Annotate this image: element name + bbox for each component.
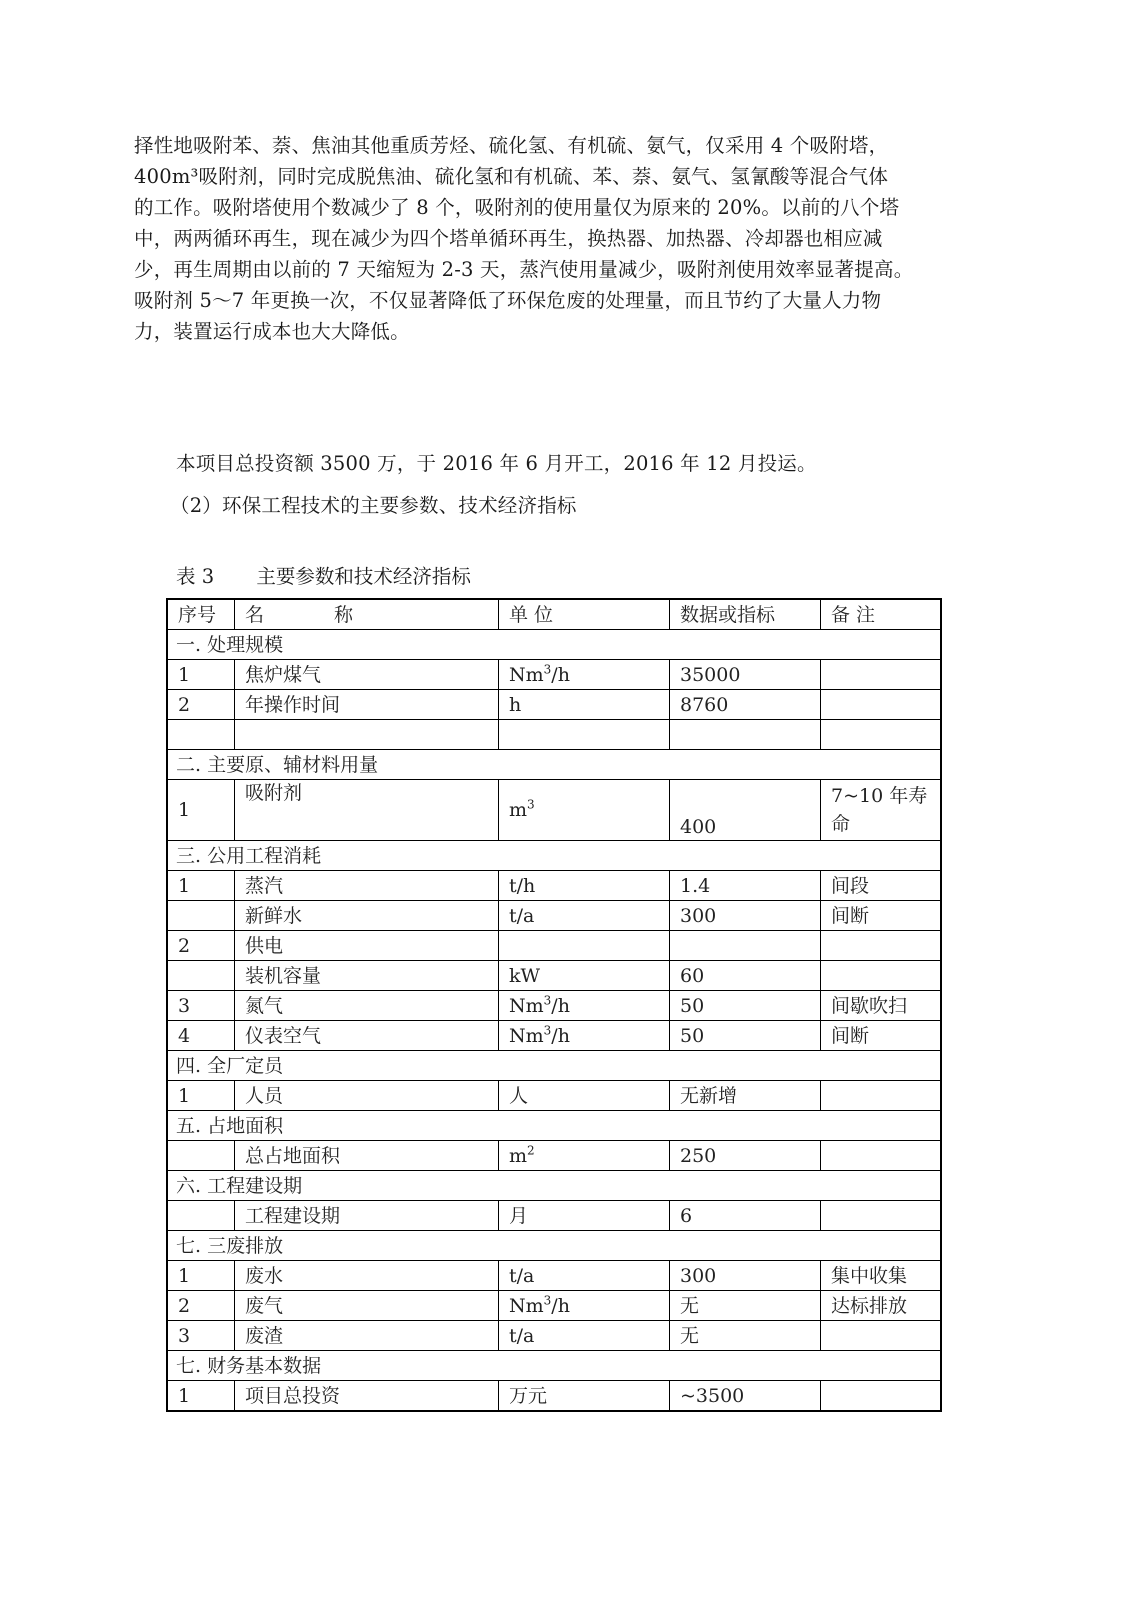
table-row xyxy=(167,780,941,841)
cell-name: 人员 xyxy=(235,1081,499,1111)
cell-name: 工程建设期 xyxy=(235,1201,499,1231)
cell-name xyxy=(235,720,499,750)
section-row xyxy=(167,1231,941,1261)
cell-note xyxy=(821,720,942,750)
cell-unit xyxy=(499,1261,670,1291)
cell-note xyxy=(821,1321,942,1351)
section-row xyxy=(167,1051,941,1081)
cell-value: 60 xyxy=(670,961,821,991)
unit-superscript: 3 xyxy=(527,797,535,812)
cell-name: 供电 xyxy=(235,931,499,961)
cell-name: 吸附剂 xyxy=(235,780,499,841)
unit-superscript: 2 xyxy=(527,1143,535,1158)
cell-note xyxy=(821,961,942,991)
cell-value: 无 xyxy=(670,1321,821,1351)
cell-name: 仪表空气 xyxy=(235,1021,499,1051)
table-row xyxy=(167,931,941,961)
cell-name: 新鲜水 xyxy=(235,901,499,931)
unit-base: t/h xyxy=(509,874,536,897)
cell-unit xyxy=(499,1201,670,1231)
unit-superscript: 3 xyxy=(543,662,552,677)
table-caption-title: 主要参数和技术经济指标 xyxy=(256,565,471,588)
table-header-row xyxy=(167,599,941,630)
unit-base: t/a xyxy=(509,1264,535,1287)
cell-note: 间断 xyxy=(821,1021,942,1051)
unit-superscript: 3 xyxy=(543,1023,552,1038)
text-line: 中，两两循环再生，现在减少为四个塔单循环再生，换热器、加热器、冷却器也相应减 xyxy=(134,227,883,250)
table-row xyxy=(167,901,941,931)
header-note: 备 注 xyxy=(821,599,942,630)
section-title: 五. 占地面积 xyxy=(167,1111,941,1141)
cell-note: 达标排放 xyxy=(821,1291,942,1321)
unit-base: t/a xyxy=(509,904,535,927)
table-row xyxy=(167,690,941,720)
cell-note: 7~10 年寿命 xyxy=(821,780,942,841)
unit-tail: /h xyxy=(551,663,570,686)
cell-value: ~3500 xyxy=(670,1381,821,1412)
cell-name: 装机容量 xyxy=(235,961,499,991)
cell-value xyxy=(670,931,821,961)
unit-base: Nm xyxy=(509,994,544,1017)
table-caption-number: 表 3 xyxy=(176,565,215,588)
table-row xyxy=(167,1201,941,1231)
section-row xyxy=(167,841,941,871)
cell-name: 废气 xyxy=(235,1291,499,1321)
table-row xyxy=(167,720,941,750)
cell-note xyxy=(821,1141,942,1171)
cell-value: 300 xyxy=(670,1261,821,1291)
header-name-b: 称 xyxy=(334,603,354,626)
cell-value: 8760 xyxy=(670,690,821,720)
cell-seq xyxy=(167,961,235,991)
cell-seq: 1 xyxy=(167,1381,235,1412)
unit-superscript: 3 xyxy=(543,1293,552,1308)
cell-unit xyxy=(499,901,670,931)
cell-unit xyxy=(499,1381,670,1412)
section-title: 一. 处理规模 xyxy=(167,630,941,660)
cell-name: 焦炉煤气 xyxy=(235,660,499,690)
cell-value xyxy=(670,720,821,750)
text-line: 吸附剂 5～7 年更换一次，不仅显著降低了环保危废的处理量，而且节约了大量人力物 xyxy=(134,289,882,312)
table-row xyxy=(167,660,941,690)
cell-seq: 2 xyxy=(167,690,235,720)
cell-value: 250 xyxy=(670,1141,821,1171)
cell-unit xyxy=(499,1321,670,1351)
unit-base: 月 xyxy=(509,1204,529,1227)
cell-seq: 2 xyxy=(167,931,235,961)
section-title: 二. 主要原、辅材料用量 xyxy=(167,750,941,780)
cell-unit xyxy=(499,1141,670,1171)
section-heading: （2）环保工程技术的主要参数、技术经济指标 xyxy=(170,494,577,517)
cell-seq: 1 xyxy=(167,1081,235,1111)
cell-seq: 3 xyxy=(167,991,235,1021)
cell-unit xyxy=(499,931,670,961)
cell-note xyxy=(821,660,942,690)
table-row xyxy=(167,1321,941,1351)
section-title: 六. 工程建设期 xyxy=(167,1171,941,1201)
cell-value: 6 xyxy=(670,1201,821,1231)
text-line: 少，再生周期由以前的 7 天缩短为 2-3 天，蒸汽使用量减少，吸附剂使用效率显著提高。 xyxy=(134,258,914,281)
cell-unit xyxy=(499,1081,670,1111)
header-name-a: 名 xyxy=(245,603,265,626)
cell-note xyxy=(821,931,942,961)
cell-seq: 2 xyxy=(167,1291,235,1321)
cell-value: 无新增 xyxy=(670,1081,821,1111)
cell-value: 1.4 xyxy=(670,871,821,901)
cell-name: 总占地面积 xyxy=(235,1141,499,1171)
section-row xyxy=(167,630,941,660)
unit-base: m xyxy=(509,799,528,821)
cell-note xyxy=(821,1381,942,1412)
cell-name: 项目总投资 xyxy=(235,1381,499,1412)
cell-name: 蒸汽 xyxy=(235,871,499,901)
table-row xyxy=(167,871,941,901)
unit-tail: /h xyxy=(551,1024,570,1047)
section-title: 三. 公用工程消耗 xyxy=(167,841,941,871)
cell-value: 50 xyxy=(670,1021,821,1051)
header-unit: 单 位 xyxy=(499,599,670,630)
cell-unit xyxy=(499,961,670,991)
table-row xyxy=(167,1291,941,1321)
cell-value: 35000 xyxy=(670,660,821,690)
cell-unit xyxy=(499,871,670,901)
table-caption xyxy=(176,561,471,589)
header-value: 数据或指标 xyxy=(670,599,821,630)
parameters-table xyxy=(166,598,942,1412)
section-title: 七. 三废排放 xyxy=(167,1231,941,1261)
cell-note: 间歇吹扫 xyxy=(821,991,942,1021)
unit-tail: /h xyxy=(551,994,570,1017)
cell-note xyxy=(821,1201,942,1231)
unit-base: Nm xyxy=(509,1024,544,1047)
cell-seq: 4 xyxy=(167,1021,235,1051)
cell-unit xyxy=(499,720,670,750)
cell-note: 间段 xyxy=(821,871,942,901)
cell-seq: 1 xyxy=(167,780,235,841)
header-seq: 序号 xyxy=(167,599,235,630)
cell-value: 400 xyxy=(670,780,821,841)
cell-value: 300 xyxy=(670,901,821,931)
cell-unit xyxy=(499,991,670,1021)
section-row xyxy=(167,1171,941,1201)
cell-name: 废水 xyxy=(235,1261,499,1291)
cell-seq: 1 xyxy=(167,1261,235,1291)
cell-name: 氮气 xyxy=(235,991,499,1021)
section-row xyxy=(167,750,941,780)
table-row xyxy=(167,1261,941,1291)
cell-unit xyxy=(499,780,670,841)
unit-base: Nm xyxy=(509,663,544,686)
cell-seq: 1 xyxy=(167,660,235,690)
cell-unit xyxy=(499,690,670,720)
text-line: 400m³吸附剂，同时完成脱焦油、硫化氢和有机硫、苯、萘、氨气、氢氰酸等混合气体 xyxy=(134,165,889,188)
table-row xyxy=(167,1081,941,1111)
cell-unit xyxy=(499,1021,670,1051)
cell-note: 间断 xyxy=(821,901,942,931)
header-name xyxy=(235,599,499,630)
cell-unit xyxy=(499,660,670,690)
unit-base: m xyxy=(509,1144,528,1167)
unit-base: Nm xyxy=(509,1294,544,1317)
cell-unit xyxy=(499,1291,670,1321)
table-row xyxy=(167,991,941,1021)
unit-base: 人 xyxy=(509,1084,529,1107)
table-row xyxy=(167,1381,941,1412)
cell-seq xyxy=(167,901,235,931)
cell-seq: 1 xyxy=(167,871,235,901)
table-row xyxy=(167,961,941,991)
unit-base: kW xyxy=(509,964,541,987)
section-row xyxy=(167,1351,941,1381)
unit-base: t/a xyxy=(509,1324,535,1347)
cell-note xyxy=(821,1081,942,1111)
cell-note: 集中收集 xyxy=(821,1261,942,1291)
table-row xyxy=(167,1021,941,1051)
cell-name: 年操作时间 xyxy=(235,690,499,720)
cell-value: 50 xyxy=(670,991,821,1021)
cell-seq xyxy=(167,1141,235,1171)
cell-value: 无 xyxy=(670,1291,821,1321)
unit-superscript: 3 xyxy=(543,993,552,1008)
section-title: 七. 财务基本数据 xyxy=(167,1351,941,1381)
cell-seq xyxy=(167,1201,235,1231)
body-paragraph-investment: 本项目总投资额 3500 万，于 2016 年 6 月开工，2016 年 12 月投运。 xyxy=(176,452,817,475)
body-paragraph-1 xyxy=(134,130,980,347)
unit-tail: /h xyxy=(551,1294,570,1317)
text-line: 力，装置运行成本也大大降低。 xyxy=(134,320,410,343)
table-row xyxy=(167,1141,941,1171)
text-line: 择性地吸附苯、萘、焦油其他重质芳烃、硫化氢、有机硫、氨气，仅采用 4 个吸附塔， xyxy=(134,134,889,157)
section-title: 四. 全厂定员 xyxy=(167,1051,941,1081)
cell-name: 废渣 xyxy=(235,1321,499,1351)
unit-base: 万元 xyxy=(509,1384,548,1407)
cell-seq: 3 xyxy=(167,1321,235,1351)
text-line: 的工作。吸附塔使用个数减少了 8 个，吸附剂的使用量仅为原来的 20%。以前的八个塔 xyxy=(134,196,900,219)
cell-seq xyxy=(167,720,235,750)
cell-note xyxy=(821,690,942,720)
unit-base: h xyxy=(509,693,522,716)
section-row xyxy=(167,1111,941,1141)
